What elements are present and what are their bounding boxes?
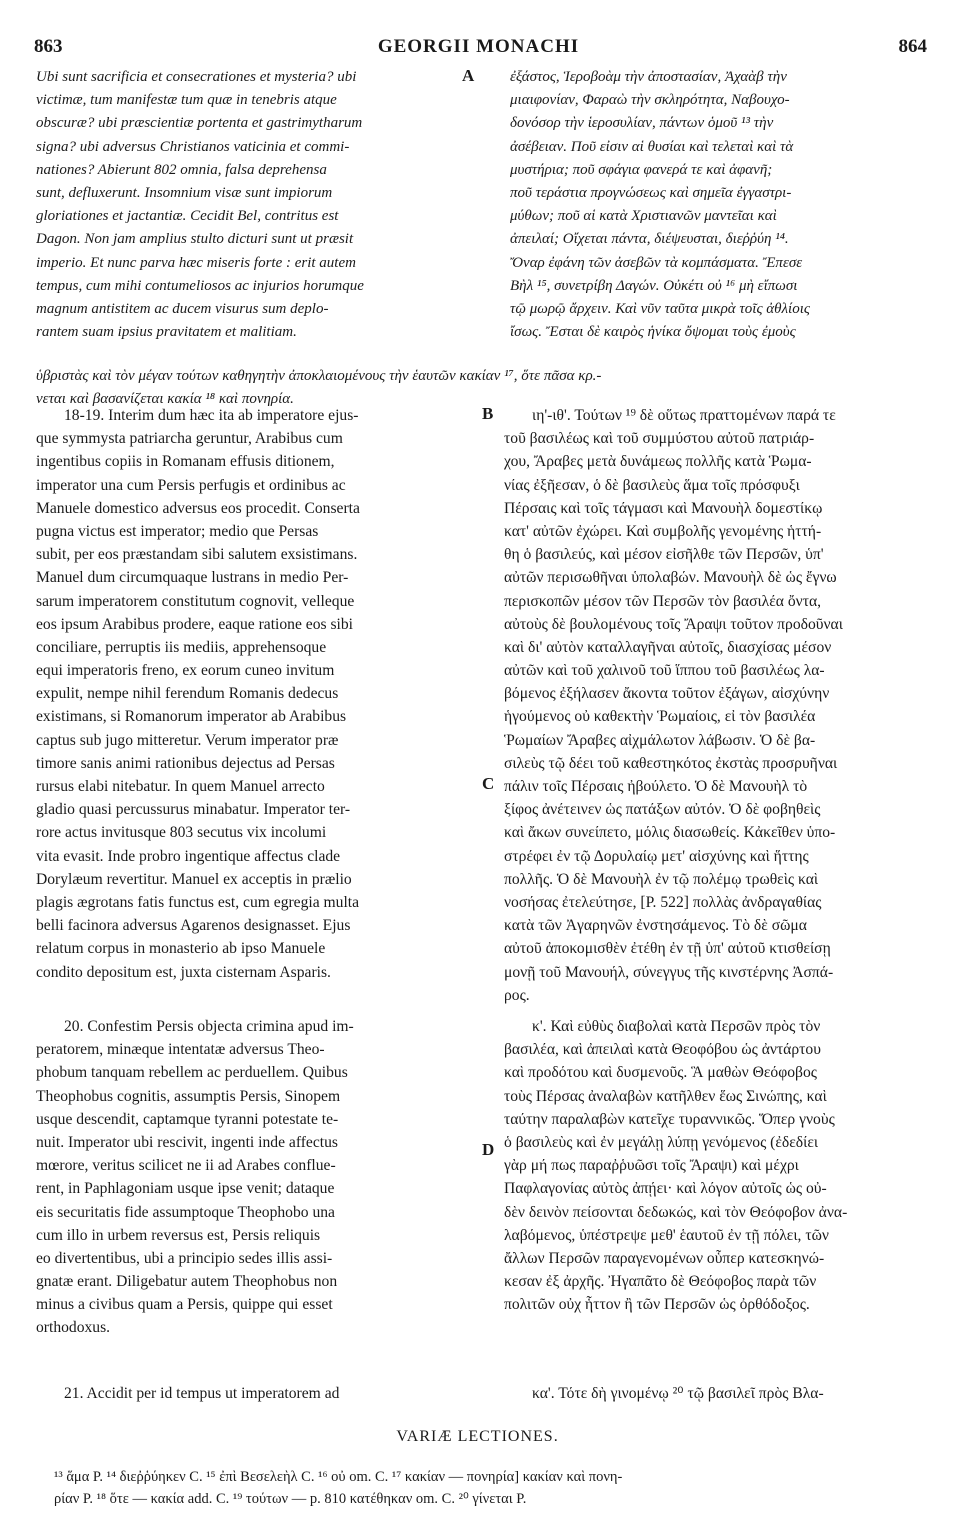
greek-text-line: αὐτοῦ ἀποκομισθὲν ἐτέθη ἐν τῇ ὑπ' αὐτοῦ κτισθείσῃ <box>504 940 831 958</box>
latin-text-line: imperator una cum Persis perfugis et ordinibus ac <box>36 476 346 494</box>
page-number-right: 864 <box>898 36 927 57</box>
greek-text-line: ταύτην παραλαβὼν κατεῖχε τυραννικῶς. Ὅπερ γνοὺς <box>504 1110 835 1128</box>
latin-text-line: victimæ, tum manifestæ tum quæ in tenebris atque <box>36 92 337 109</box>
latin-text-line: rursus elabi nitebatur. In quem Manuel arrecto <box>36 778 325 795</box>
greek-text-line: θη ὁ βασιλεύς, καὶ μέσον εἰσῆλθε τῶν Περσῶν, ὑπ' <box>504 546 824 564</box>
latin-text-line: nationes? Abierunt 802 omnia, falsa deprehensa <box>36 161 327 178</box>
greek-text-line: αὐτῶν καὶ τοῦ χαλινοῦ τοῦ ἵππου τοῦ βασιλέως λα- <box>504 662 825 680</box>
latin-text-line: ingentibus copiis in Romanam effusis ditionem, <box>36 453 335 471</box>
latin-text-line: cum illo in urbem reversus est, Persis reliquis <box>36 1226 321 1244</box>
greek-text-line: σιλεὺς τῷ δέει τοῦ καθεστηκότος ἐκστὰς προσρυῆναι <box>504 754 838 772</box>
greek-text-line: ποῦ τεράστια προγνώσεως καὶ σημεῖα ἐγγαστρι- <box>510 184 792 201</box>
greek-text-line: ρος. <box>504 986 530 1004</box>
greek-text-line: μονῇ τοῦ Μανουήλ, σύνεγγυς τῆς κινστέρνης Ἀσπά- <box>504 963 834 981</box>
greek-text-line: μύθων; ποῦ αἱ κατὰ Χριστιανῶν μαντεῖαι καὶ <box>510 208 777 225</box>
greek-text-line: μιαιφονίαν, Φαραὼ τὴν σκληρότητα, Ναβουχο- <box>510 92 790 109</box>
latin-text-line: sarum imperatorem constitutum cognovit, velleque <box>36 592 355 610</box>
greek-text-line: Ῥωμαίων Ἄραβες αἰχμάλωτον λάβωσιν. Ὁ δὲ βα- <box>504 731 816 749</box>
latin-text-line: condito depositum est, juxta cisternam Asparis. <box>36 963 331 981</box>
greek-text-line: στρέφει ἐν τῷ Δορυλαίῳ μετ' αἰσχύνης καὶ ἥττης <box>504 847 809 865</box>
greek-text-line: Ὄναρ ἐφάνη τῶν ἀσεβῶν τὰ κομπάσματα. Ἔπεσε <box>510 254 803 271</box>
greek-column-section-18-19 <box>504 404 924 1007</box>
latin-text-line: mœrore, veritus scilicet ne ii ad Arabes conflue- <box>36 1157 336 1175</box>
latin-column-section-18-19 <box>36 404 476 984</box>
latin-text-line: peratorem, minæque intentatæ adversus Theo- <box>36 1041 325 1059</box>
greek-text-line: πάλιν τοῖς Πέρσαις ἠβούλετο. Ὁ δὲ Μανουὴλ τὸ <box>504 778 808 795</box>
variant-readings-notes <box>54 1466 924 1510</box>
latin-text-line: eo divertentibus, ubi a principio sedes illis assi- <box>36 1249 333 1267</box>
latin-text-line: Dorylæum revertitur. Manuel ex acceptis in prælio <box>36 870 352 888</box>
greek-text-line: ἡγούμενος οὐ καθεκτὴν Ῥωμαίοις, εἰ τὸν βασιλέα <box>504 708 816 726</box>
greek-text-line: ἴσως. Ἔσται δὲ καιρὸς ἡνίκα ὄψομαι τοὺς ἐμοὺς <box>510 324 796 341</box>
latin-text-line: que symmysta patriarcha geruntur, Arabibus cum <box>36 430 343 448</box>
latin-text-line: rent, in Paphlagoniam usque ipse venit; dataque <box>36 1180 335 1198</box>
latin-text-line: rore actus invitusque 803 secutus vix incolumi <box>36 824 327 842</box>
greek-text-line: νίας ἐξῆεσαν, ὁ δὲ βασιλεὺς ἅμα τοῖς πρόσφυξι <box>504 476 800 494</box>
margin-marker-b: B <box>482 404 494 423</box>
greek-text-line: κεσαν ἐξ ἀρχῆς. Ἠγαπᾶτο δὲ Θεόφοβος παρὰ τῶν <box>504 1273 817 1291</box>
greek-text-line: ἐξάστος, Ἱεροβοὰμ τὴν ἀποστασίαν, Ἀχαὰβ τὴν <box>510 69 787 85</box>
latin-text-line: Manuel dum circumquaque lustrans in medio Per- <box>36 569 349 587</box>
latin-text-line: magnum antistitem ac ducem visurus sum deplo- <box>36 300 329 317</box>
greek-text-line: πολιτῶν οὐχ ἧττον ἢ τῶν Περσῶν ὡς ὀρθόδοξος. <box>504 1296 810 1314</box>
greek-text-line: Παφλαγονίας αὐτὸς ἀπῄει· καὶ λόγον αὐτοῖς ὡς οὐ- <box>504 1180 827 1198</box>
greek-text-line: αὐτοὺς δὲ βουλομένους τοῖς Ἄραψι τοῦτον προδοῦναι <box>504 615 843 633</box>
variant-note-line: ρίαν P. ¹⁸ ὅτε — κακία add. C. ¹⁹ τούτων — p. 810 κατέθηκαν om. C. ²⁰ γίνεται P. <box>54 1491 527 1507</box>
greek-text-line: ἀσέβειαν. Ποῦ εἰσιν αἱ θυσίαι καὶ τελεταὶ καὶ τὰ <box>510 138 794 155</box>
greek-text-line: αὐτῶν περισωθῆναι ὑπολαβών. Μανουὴλ δὲ ὡς ἔγνω <box>504 569 837 587</box>
page-header <box>30 36 927 62</box>
greek-section-21-line: κα'. Τότε δὴ γινομένῳ ²⁰ τῷ βασιλεῖ πρὸς Βλα- <box>532 1385 824 1402</box>
greek-text-line: πολλῆς. Ὁ δὲ Μανουὴλ ἐν τῷ πολέμῳ τρωθεὶς καὶ <box>504 870 819 888</box>
greek-text-line: δονόσορ τὴν ἱεροσυλίαν, πάντων ὁμοῦ ¹³ τὴν <box>510 115 774 132</box>
latin-column-top <box>36 66 454 344</box>
latin-text-line: expulit, nempe nihil ferendum Romanis dedecus <box>36 685 339 703</box>
latin-text-line: timore sanis animi rationibus dejectus ad Persas <box>36 754 335 772</box>
latin-text-line: gloriationes et jactantiæ. Cecidit Bel, contritus est <box>36 208 339 225</box>
greek-text-line: ιη'-ιθ'. Τούτων ¹⁹ δὲ οὕτως πραττομένων παρά τε <box>532 407 836 424</box>
page-number-left: 863 <box>34 36 63 57</box>
greek-text-line: χου, Ἄραβες μετὰ δυνάμεως πολλῆς κατὰ Ῥωμα- <box>504 453 812 471</box>
greek-text-line: τῷ μωρῷ ἄρχειν. Καὶ νῦν ταῦτα μικρὰ τοῖς ἀθλίοις <box>510 300 810 317</box>
running-title: GEORGII MONACHI <box>377 36 580 57</box>
greek-text-line: βόμενος ἐξήλασεν ἄκοντα τοῦτον ἐξάγων, αἰσχύνην <box>504 685 830 703</box>
greek-column-section-21 <box>504 1382 924 1405</box>
latin-text-line: captus sub jugo mitteretur. Verum imperator præ <box>36 731 339 749</box>
greek-text-line: καὶ δι' αὐτὸν καταλλαγῆναι αὐτοῖς, διασχίσας μέσον <box>504 638 832 656</box>
greek-text-line: δὲν δεινὸν πείσονται δεδωκώς, καὶ τὸν Θεόφοβον ἀνα- <box>504 1203 848 1221</box>
full-width-text-line: νεται καὶ βασανίζεται κακία ¹⁸ καὶ πονηρία. <box>36 391 294 408</box>
latin-text-line: conciliare, perruptis iis mediis, apprehensoque <box>36 638 327 656</box>
greek-text-line: καὶ ἄκων συνείπετο, μόλις διασωθείς. Κἀκεῖθεν ὑπο- <box>504 824 836 842</box>
latin-text-line: gladio quasi percussurus minabatur. Imperator ter- <box>36 801 351 819</box>
latin-text-line: signa? ubi adversus Christianos vaticinia et commi- <box>36 138 350 155</box>
latin-text-line: eis securitatis fide assumptoque Theophobo una <box>36 1203 335 1221</box>
latin-text-line: plagis ægrotans fatis functus est, cum egregia multa <box>36 893 360 911</box>
greek-text-line: λαβόμενος, ὑπέστρεψε μεθ' ἑαυτοῦ ἐν τῇ πόλει, τῶν <box>504 1226 829 1244</box>
latin-text-line: Ubi sunt sacrificia et consecrationes et mysteria? ubi <box>36 69 357 85</box>
greek-text-line: κατὰ τῶν Ἀγαρηνῶν ἐνστησάμενος. Τὸ δὲ σῶμα <box>504 917 807 935</box>
greek-text-line: τοῦ βασιλέως καὶ τοῦ συμμύστου αὐτοῦ πατριάρ- <box>504 430 815 448</box>
greek-text-line: καὶ προδότου καὶ δυσμενοῦς. Ἃ μαθὼν Θεόφοβος <box>504 1064 817 1082</box>
greek-text-line: Πέρσαις καὶ τοῖς τάγμασι καὶ Μανουὴλ δομεστίκῳ <box>504 499 823 517</box>
latin-text-line: obscuræ? ubi præscientiæ portenta et gastrimytharum <box>36 115 363 132</box>
greek-text-line: γὰρ μή πως παραῤῥυῶσι τοῖς Ἄραψι) καὶ μέχρι <box>504 1157 799 1175</box>
latin-column-section-21 <box>36 1382 476 1405</box>
latin-text-line: Dagon. Non jam amplius stulto dicturi sunt ut præsit <box>36 231 354 248</box>
variant-note-line: ¹³ ἅμα P. ¹⁴ διεῤῥύηκεν C. ¹⁵ ἐπὶ Βεσελεὴλ C. ¹⁶ οὐ om. C. ¹⁷ κακίαν — πονηρία] κακίαν καὶ πονη- <box>54 1469 623 1485</box>
greek-column-top <box>510 66 930 344</box>
greek-text-line: κατ' αὐτῶν ἐχώρει. Καὶ συμβολῆς γενομένης ἡττή- <box>504 522 822 540</box>
latin-text-line: existimans, si Romanorum imperator ab Arabibus <box>36 708 347 726</box>
greek-text-line: Βὴλ ¹⁵, συνετρίβη Δαγών. Οὐκέτι οὐ ¹⁶ μὴ εἴπωσι <box>510 277 798 294</box>
margin-marker-d: D <box>482 1140 495 1159</box>
greek-text-line: ξίφος ἀνέτεινεν ὡς πατάξων αὐτόν. Ὁ δὲ φοβηθεὶς <box>504 801 821 819</box>
latin-text-line: nuit. Imperator ubi rescivit, ingenti inde affectus <box>36 1133 338 1151</box>
margin-marker-c: C <box>482 774 495 793</box>
latin-text-line: Manuele domestico adversus eos procedit. Conserta <box>36 499 360 517</box>
greek-text-line: περισκοπῶν μέσον τῶν Περσῶν τὸν βασιλέα ὄντα, <box>504 592 822 610</box>
latin-text-line: 18-19. Interim dum hæc ita ab imperatore ejus- <box>64 407 359 424</box>
latin-text-line: vita evasit. Inde probro ingentique affectus clade <box>36 847 341 865</box>
greek-text-line: βασιλέα, καὶ ἀπειλαὶ κατὰ Θεοφόβου ὡς ἀντάρτου <box>504 1041 821 1059</box>
latin-text-line: relatum corpus in monasterio ab ipso Manuele <box>36 940 326 958</box>
greek-text-line: ἄλλων Περσῶν παραγενομένων οὗπερ κατεσκηνώ- <box>504 1249 825 1267</box>
latin-text-line: eos ipsum Arabibus prodere, eaque ratione eos sibi <box>36 615 353 633</box>
greek-text-line: νοσήσας ἐτελεύτησε, [P. 522] πολλὰς ἀνδραγαθίας <box>504 893 822 911</box>
full-width-text-line: ὑβριστὰς καὶ τὸν μέγαν τούτων καθηγητὴν ἀποκλαιομένους τὴν ἑαυτῶν κακίαν ¹⁷, ὅτε πᾶσα κρ.- <box>36 368 602 384</box>
latin-text-line: rantem suam ipsius pravitatem et malitiam. <box>36 324 297 341</box>
greek-text-line: τοὺς Πέρσας ἀναλαβὼν κατῆλθεν ἕως Σινώπης, καὶ <box>504 1087 827 1105</box>
greek-text-line: ὁ βασιλεὺς καὶ ἐν μεγάλῃ λύπῃ γενόμενος (ἐδεδίει <box>504 1133 819 1151</box>
latin-text-line: minus a civibus quam a Persis, quippe qui esset <box>36 1296 333 1314</box>
latin-text-line: usque descendit, captamque tyranni potestate te- <box>36 1110 339 1128</box>
greek-text-line: ἀπειλαί; Οἴχεται πάντα, διέψευσται, διεῤῥύη ¹⁴. <box>510 231 789 248</box>
latin-text-line: Theophobus cognitis, assumptis Persis, Sinopem <box>36 1087 341 1105</box>
latin-text-line: gnatæ erant. Diligebatur autem Theophobus non <box>36 1273 338 1291</box>
greek-column-section-20 <box>504 1015 924 1316</box>
variae-lectiones-heading: VARIÆ LECTIONES. <box>396 1428 559 1445</box>
latin-text-line: imperio. Et nunc parva hæc miseris forte : erit autem <box>36 254 356 271</box>
latin-text-line: belli facinora adversus Agarenos designasset. Ejus <box>36 917 351 935</box>
greek-text-line: μυστήρια; ποῦ σφάγια φανερά τε καὶ ἀφανῆ; <box>510 161 773 178</box>
latin-text-line: 20. Confestim Persis objecta crimina apud im- <box>64 1018 354 1035</box>
latin-text-line: tempus, cum mihi contumeliosos ac injurios horumque <box>36 277 364 294</box>
latin-text-line: sunt, defluxerunt. Insomnium visæ sunt impiorum <box>36 184 333 201</box>
latin-column-section-20 <box>36 1015 476 1340</box>
latin-text-line: subit, per eos præstandam sibi salutem exsistimans. <box>36 546 358 564</box>
latin-section-21-line: 21. Accidit per id tempus ut imperatorem ad <box>64 1385 340 1402</box>
latin-text-line: orthodoxus. <box>36 1319 111 1337</box>
margin-marker-a: A <box>462 66 475 85</box>
latin-text-line: equi imperatoris freno, ex eorum cuneo invitum <box>36 662 335 680</box>
latin-text-line: pugna victus est imperator; medio que Persas <box>36 522 319 540</box>
latin-text-line: phobum tanquam rebellem ac perduellem. Quibus <box>36 1064 348 1082</box>
greek-text-line: κ'. Καὶ εὐθὺς διαβολαὶ κατὰ Περσῶν πρὸς τὸν <box>532 1018 821 1035</box>
